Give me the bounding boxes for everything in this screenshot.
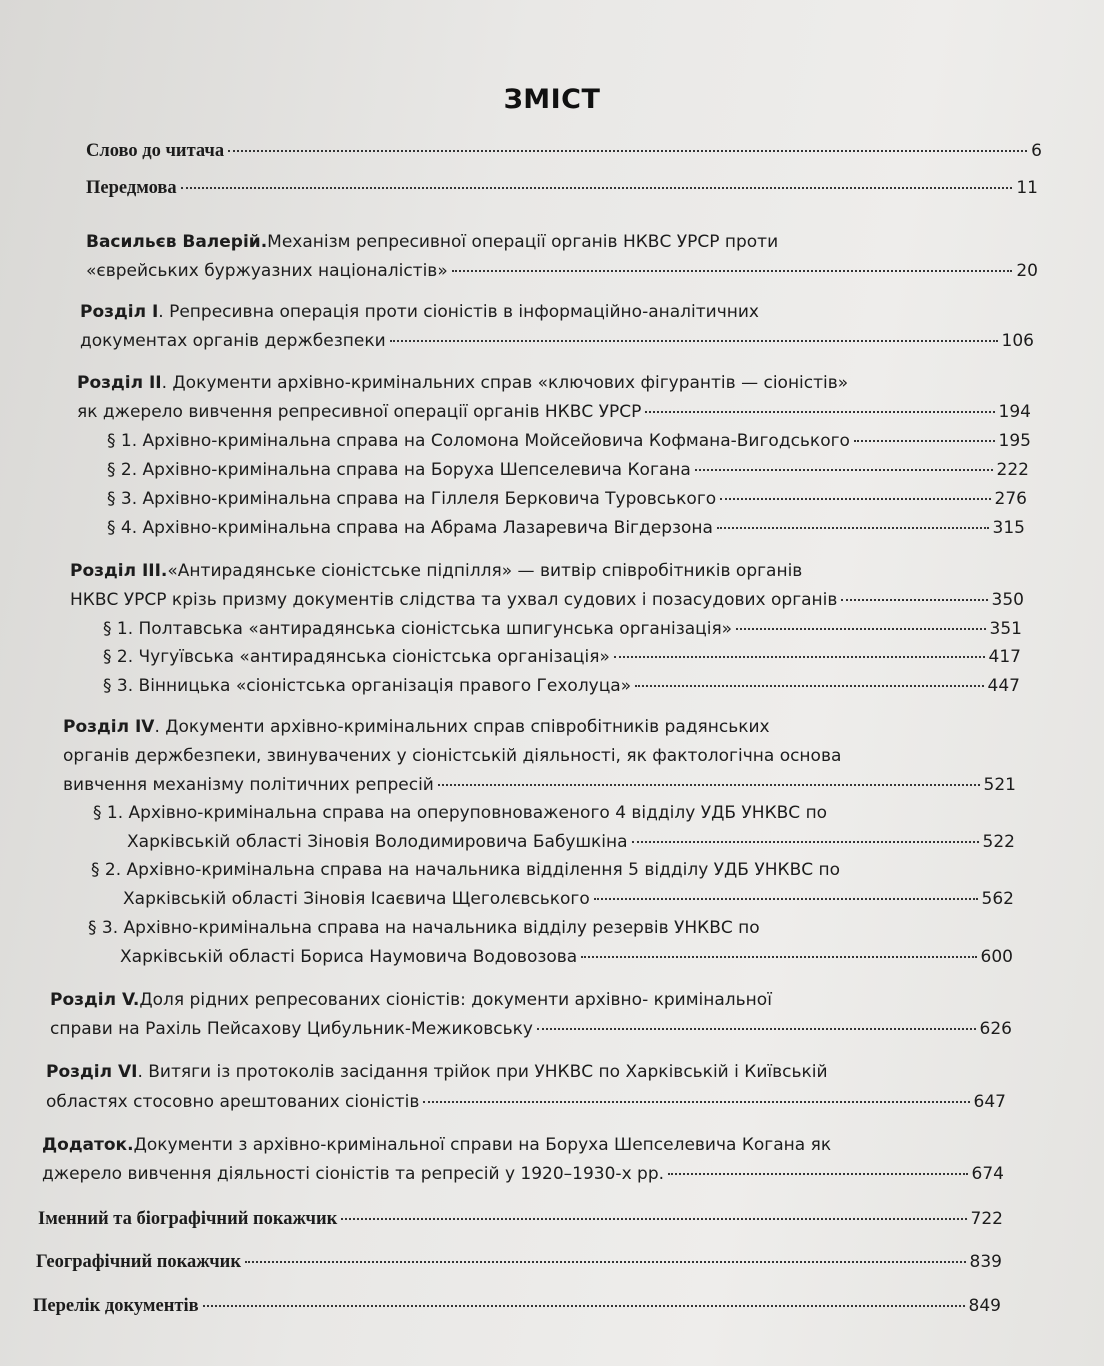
dot-leader xyxy=(841,599,987,601)
dot-leader xyxy=(438,784,980,786)
page-number: 195 xyxy=(998,431,1031,451)
dot-leader xyxy=(594,898,978,900)
dot-leader xyxy=(245,1261,966,1263)
toc-entry-section-3-sub-1: § 1. Полтавська «антирадянська сіоністська шпигунська організація» 351 xyxy=(103,619,1022,639)
toc-entry-vasyliev-line1: Васильєв Валерій. Механізм репресивної операції органів НКВС УРСР проти xyxy=(86,232,779,252)
dot-leader xyxy=(537,1028,976,1030)
page-number: 350 xyxy=(991,590,1024,610)
page-number: 522 xyxy=(982,832,1015,852)
toc-entry-section-2-line1: Розділ ІІ . Документи архівно-кримінальних справ «ключових фігурантів — сіоністів» xyxy=(77,373,849,393)
page-number: 6 xyxy=(1031,141,1042,161)
toc-entry-section-5-line1: Розділ V. Доля рідних репресованих сіоністів: документи архівно- кримінальної xyxy=(50,990,772,1010)
toc-entry-vasyliev-line2: «єврейських буржуазних націоналістів» 20 xyxy=(86,261,1038,281)
dot-leader xyxy=(717,527,989,529)
page-number: 626 xyxy=(979,1019,1012,1039)
page-number: 839 xyxy=(969,1252,1002,1272)
toc-entry-document-list: Перелік документів 849 xyxy=(33,1296,1001,1316)
toc-entry-section-3-line1: Розділ ІІІ. «Антирадянське сіоністське підпілля» — витвір співробітників органів xyxy=(70,561,803,581)
dot-leader xyxy=(668,1173,968,1175)
dot-leader xyxy=(632,841,979,843)
page-number: 194 xyxy=(998,402,1031,422)
dot-leader xyxy=(203,1305,965,1307)
toc-entry-section-4-sub-1-line1: § 1. Архівно-кримінальна справа на оперуповноваженого 4 відділу УДБ УНКВС по xyxy=(93,803,828,823)
page-number: 722 xyxy=(970,1209,1003,1229)
dot-leader xyxy=(736,628,985,630)
page-number: 647 xyxy=(973,1092,1006,1112)
toc-entry-section-5-line2: справи на Рахіль Пейсахову Цибульник-Межиковську 626 xyxy=(50,1019,1012,1039)
page-number: 447 xyxy=(987,676,1020,696)
page-number: 106 xyxy=(1001,331,1034,351)
toc-entry-appendix-line2: джерело вивчення діяльності сіоністів та репресій у 1920–1930-х рр. 674 xyxy=(42,1164,1004,1184)
dot-leader xyxy=(341,1218,966,1220)
dot-leader xyxy=(581,956,976,958)
page-number: 417 xyxy=(988,647,1021,667)
dot-leader xyxy=(390,340,998,342)
toc-entry-section-1-line1: Розділ І . Репресивна операція проти сіоністів в інформаційно-аналітичних xyxy=(80,302,759,322)
page-number: 276 xyxy=(994,489,1027,509)
toc-entry-section-4-sub-1-line2: Харківській області Зіновія Володимировича Бабушкіна 522 xyxy=(127,832,1015,852)
page-number: 849 xyxy=(968,1296,1001,1316)
toc-entry-section-6-line2: областях стосовно арештованих сіоністів 647 xyxy=(46,1092,1006,1112)
dot-leader xyxy=(423,1101,969,1103)
toc-entry-section-4-sub-3-line2: Харківській області Бориса Наумовича Водовозова 600 xyxy=(120,947,1013,967)
toc-entry-section-4-line1: Розділ ІV . Документи архівно-кримінальних справ співробітників радянських xyxy=(63,717,770,737)
toc-entry-section-3-line2: НКВС УРСР крізь призму документів слідства та ухвал судових і позасудових органів 350 xyxy=(70,590,1024,610)
page-number: 222 xyxy=(996,460,1029,480)
page-number: 11 xyxy=(1016,178,1038,198)
dot-leader xyxy=(452,270,1013,272)
toc-entry-section-2-line2: як джерело вивчення репресивної операції органів НКВС УРСР 194 xyxy=(77,402,1031,422)
toc-entry-section-2-sub-3: § 3. Архівно-кримінальна справа на Гіллеля Берковича Туровського 276 xyxy=(107,489,1027,509)
dot-leader xyxy=(635,685,983,687)
page-number: 315 xyxy=(992,518,1025,538)
toc-entry-preface: Передмова 11 xyxy=(86,178,1038,198)
toc-entry-section-4-sub-2-line2: Харківській області Зіновія Ісаєвича Щеголєвського 562 xyxy=(123,889,1014,909)
page-number: 351 xyxy=(989,619,1022,639)
dot-leader xyxy=(695,469,993,471)
dot-leader xyxy=(614,656,985,658)
dot-leader xyxy=(720,498,990,500)
toc-entry-section-4-sub-2-line1: § 2. Архівно-кримінальна справа на начальника відділення 5 відділу УДБ УНКВС по xyxy=(91,860,841,880)
dot-leader xyxy=(228,150,1027,152)
toc-entry-section-1-line2: документах органів держбезпеки 106 xyxy=(80,331,1034,351)
toc-entry-geographic-index: Географічний покажчик 839 xyxy=(36,1252,1002,1272)
toc-entry-section-2-sub-1: § 1. Архівно-кримінальна справа на Соломона Мойсейовича Кофмана-Вигодського 195 xyxy=(107,431,1031,451)
page-number: 674 xyxy=(971,1164,1004,1184)
toc-entry-foreword-reader: Слово до читача 6 xyxy=(86,141,1042,161)
page-number: 562 xyxy=(981,889,1014,909)
toc-entry-section-3-sub-3: § 3. Вінницька «сіоністська організація правого Гехолуца» 447 xyxy=(103,676,1020,696)
toc-entry-name-index: Іменний та біографічний покажчик 722 xyxy=(38,1209,1003,1229)
toc-entry-section-2-sub-4: § 4. Архівно-кримінальна справа на Абрама Лазаревича Вігдерзона 315 xyxy=(107,518,1025,538)
toc-entry-section-2-sub-2: § 2. Архівно-кримінальна справа на Боруха Шепселевича Когана 222 xyxy=(107,460,1029,480)
toc-entry-appendix-line1: Додаток. Документи з архівно-кримінальної справи на Боруха Шепселевича Когана як xyxy=(42,1135,832,1155)
toc-entry-section-3-sub-2: § 2. Чугуївська «антирадянська сіоністська організація» 417 xyxy=(103,647,1021,667)
toc-entry-section-4-sub-3-line1: § 3. Архівно-кримінальна справа на начальника відділу резервів УНКВС по xyxy=(88,918,760,938)
page-number: 20 xyxy=(1016,261,1038,281)
dot-leader xyxy=(181,187,1013,189)
toc-entry-section-4-line3: вивчення механізму політичних репресій 521 xyxy=(63,775,1016,795)
toc-entry-section-6-line1: Розділ VІ . Витяги із протоколів засідання трійок при УНКВС по Харківській і Київській xyxy=(46,1062,828,1082)
toc-entry-section-4-line2: органів держбезпеки, звинувачених у сіоністській діяльності, як фактологічна основа xyxy=(63,746,842,766)
page-number: 600 xyxy=(980,947,1013,967)
dot-leader xyxy=(645,411,994,413)
page-number: 521 xyxy=(983,775,1016,795)
dot-leader xyxy=(854,440,995,442)
page-title: ЗМІСТ xyxy=(503,84,601,115)
